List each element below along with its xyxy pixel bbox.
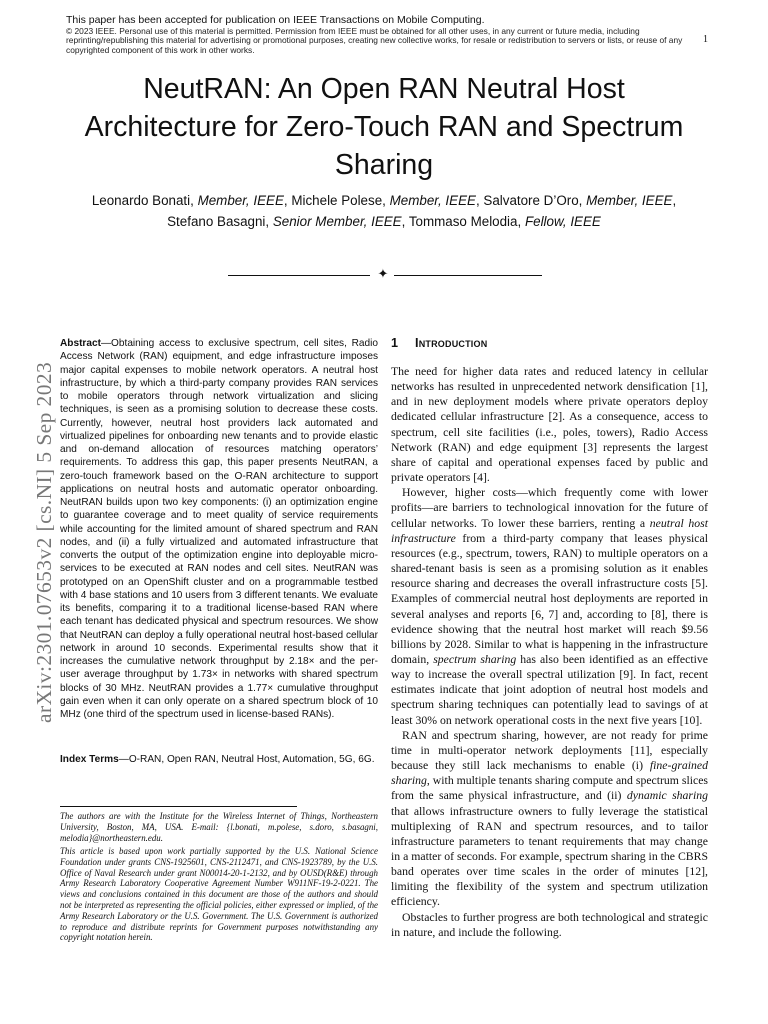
emphasized-term: dynamic sharing: [626, 789, 708, 803]
paragraph-text: The need for higher data rates and reduced latency in cellular networks has resulted in unprecedented network densification [1], and in new deployment models where private operators deploy dedicated cellular infrastructure [2]. As a consequence, access to spectrum, cell site facilities (i.e., poles, towers), Radio Access Network (RAN) and edge equipment [3] represents the largest share of capital and operational expenses faced by public and private operators [4].: [391, 365, 708, 485]
author-name: Leonardo Bonati: [91, 193, 191, 208]
paragraph-text: Obstacles to further progress are both technological and strategic in nature, and include the following.: [391, 910, 708, 939]
paragraph-text: , with multiple tenants sharing compute and spectrum slices from the same physical infrastructure, and (ii): [391, 774, 708, 803]
author-role: Member, IEEE: [586, 193, 673, 208]
title-divider-left: [228, 275, 370, 276]
emphasized-term: neutral host infrastructure: [391, 516, 708, 545]
abstract-text: —Obtaining access to exclusive spectrum, cell sites, Radio Access Network (RAN) equipment, and edge infrastructure imposes major capital expenses to mobile network operators. A neutral host infrastructure, by which a third-party company provides RAN services to mobile operators through network virtualization and slicing techniques, is seen as a promising solution to decrease these costs. Currently, however, neutral host providers lack automated and virtualized pipelines for onboarding new tenants and to provide elastic and on-demand allocation of resources matching operators’ requirements. To address this gap, this paper presents NeutRAN, a zero-touch framework based on the O-RAN architecture to support applications on neutral hosts and automatic operator onboarding. NeutRAN builds upon two key components: (i) an optimization engine to guarantee coverage and to meet quality of service requirements while accounting for the limited amount of shared spectrum and RAN nodes, and (ii) a fully virtualized and automated infrastructure that converts the output of the optimization engine into deployable micro-services to be executed at RAN nodes and cell sites. NeutRAN was prototyped on an OpenShift cluster and on a programmable testbed with 4 base stations and 10 users from 3 different tenants. We evaluate its benefits, comparing it to a traditional license-based RAN where each tenant has dedicated physical and spectrum resources. We show that NeutRAN can deploy a fully operational neutral host-based cellular network in around 10 seconds. Experimental results show that it increases the cumulative network throughput by 2.18× and the per-user average throughput by 1.73× in networks with shared spectrum blocks of 30 MHz. NeutRAN provides a 1.77× cumulative throughput gain even when it can only operate on a shared spectrum block of 10 MHz (one third of the spectrum used in license-based RANs).: [60, 338, 378, 720]
author-list: Leonardo Bonati, Member, IEEE, Michele Polese, Member, IEEE, Salvatore D’Oro, Member, IEEE, Stefano Basagni, Senior Member, IEEE, Tommaso Melodia, Fellow, IEEE: [91, 193, 677, 229]
diamond-ornament-icon: ✦: [377, 267, 389, 282]
paragraph-text: from a third-party company that leases physical resources (e.g., spectrum, towers, RAN) to multiple operators on a shared-tenant basis is seen as a promising solution as it enables resource sharing and decreases the overall infrastructure costs [5]. Examples of commercial neutral host deployments are reported in several analyses and reports [6, 7] and, according to [8], there is evidence showing that the neutral host market will reach $9.56 billions by 2028. Similar to what is happening in the infrastructure domain,: [391, 531, 708, 666]
section-heading: [391, 336, 487, 350]
paper-title: NeutRAN: An Open RAN Neutral Host Architecture for Zero-Touch RAN and Spectrum Sharing: [84, 73, 684, 181]
author-name: Stefano Basagni: [167, 214, 266, 229]
author-name: Michele Polese: [291, 193, 383, 208]
footnote-rule: [60, 806, 297, 807]
abstract: [60, 337, 378, 721]
section-number: 1: [391, 336, 399, 350]
footnote-affiliation: The authors are with the Institute for the Wireless Internet of Things, Northeastern University, Boston, MA, USA. E-mail: {l.bonati, m.polese, s.doro, s.basagni, melodia}@northeastern.edu.: [60, 811, 378, 843]
intro-paragraph: [391, 364, 708, 485]
author-name: Tommaso Melodia: [408, 214, 518, 229]
page-number: 1: [703, 34, 708, 45]
intro-paragraph: [391, 728, 708, 910]
paragraph-text: However, higher costs—which frequently come with lower profits—are barriers to technological innovation for the future of cellular networks. To lower these barriers, renting a: [391, 486, 708, 530]
emphasized-term: spectrum sharing: [433, 652, 517, 666]
index-terms: [60, 753, 378, 766]
index-terms-label: Index Terms: [60, 754, 119, 765]
author-role: Fellow, IEEE: [524, 214, 601, 229]
introduction-body: [391, 364, 708, 940]
copyright-notice: © 2023 IEEE. Personal use of this material is permitted. Permission from IEEE must be obtained for all other uses, in any current or future media, including reprinting/republishing this material for advertising or promotional purposes, creating new collective works, for resale or redistribution to servers or lists, or reuse of any copyrighted component of this work in other works.: [66, 26, 683, 55]
emphasized-term: fine-grained sharing: [391, 759, 708, 788]
title-divider-right: [394, 275, 542, 276]
arxiv-watermark: arXiv:2301.07653v2 [cs.NI] 5 Sep 2023: [32, 361, 56, 723]
intro-paragraph: [391, 485, 708, 728]
author-role: Senior Member, IEEE: [272, 214, 402, 229]
author-role: Member, IEEE: [197, 193, 284, 208]
abstract-label: Abstract: [60, 338, 101, 349]
paragraph-text: that allows infrastructure owners to fully leverage the statistical multiplexing of RAN and spectrum resources, and to tailor infrastructure parameters to tenant requirements that may change in a matter of seconds. For example, spectrum sharing in the CBRS band operates over time scales in the order of minutes [12], limiting the flexibility of the system and spectrum utilization efficiency.: [391, 804, 708, 909]
paragraph-text: has also been identified as an effective way to increase the overall spectral utilization [9]. In fact, recent estimates indicate that joint adoption of neutral host models and spectrum sharing techniques can potentially lead to savings of at least 30% on network operational costs in the next five years [10].: [391, 652, 708, 727]
intro-paragraph: [391, 910, 708, 940]
footnote-funding: This article is based upon work partially supported by the U.S. National Science Foundation under grants CNS-1925601, CNS-2112471, and CNS-1923789, by the U.S. Office of Naval Research under grant N00014-20-1-2132, and by OUSD(R&E) through Army Research Laboratory Cooperative Agreement Number W911NF-19-2-0221. The views and conclusions contained in this document are those of the authors and should not be interpreted as representing the official policies, either expressed or implied, of the Army Research Laboratory or the U.S. Government. The U.S. Government is authorized to reproduce and distribute reprints for Government purposes notwithstanding any copyright notation herein.: [60, 846, 378, 943]
author-role: Member, IEEE: [389, 193, 476, 208]
author-name: Salvatore D’Oro: [483, 193, 579, 208]
acceptance-notice: This paper has been accepted for publication on IEEE Transactions on Mobile Computing.: [66, 14, 485, 26]
section-title: Introduction: [415, 336, 488, 350]
paragraph-text: RAN and spectrum sharing, however, are not ready for prime time in multi-operator network deployments [11], especially because they still lack mechanisms to enable (i): [391, 728, 708, 773]
publication-notice: [66, 14, 686, 55]
index-terms-text: —O-RAN, Open RAN, Neutral Host, Automation, 5G, 6G.: [118, 754, 375, 765]
